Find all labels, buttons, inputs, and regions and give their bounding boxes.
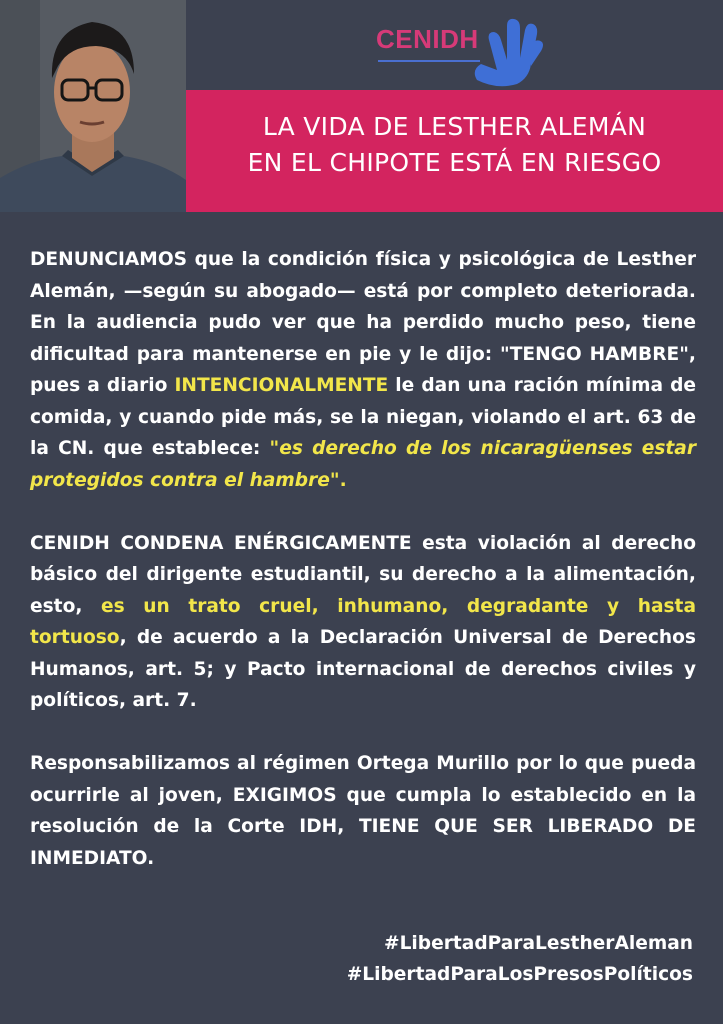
- title-line-1: LA VIDA DE LESTHER ALEMÁN: [262, 112, 647, 141]
- hand-icon: [467, 10, 547, 94]
- hashtag-lesther: #LibertadParaLestherAleman: [384, 933, 693, 954]
- paragraph1-text1: que la condición física y psicológica de Lesther Alemán, —según su abogado— está por completo deteriorada. En la audiencia pudo ver que ha perdido mucho peso, tiene dificultad para mantenerse en pie y le dijo: "TENGO HAMBRE", pues a diario: [30, 249, 696, 396]
- paragraph1-text2: le dan una ración mínima de comida, y cuando pide más, se la niegan, violando el art. 63 de la CN. que establece:: [30, 375, 697, 459]
- portrait-photo: [0, 0, 186, 212]
- paragraph-denunciation: [30, 244, 696, 496]
- hashtags: [347, 928, 693, 990]
- paragraph-condemnation: [30, 528, 696, 717]
- highlight-quote: "es derecho de los nicaragüenses estar protegidos contra el hambre": [30, 438, 697, 491]
- hashtag-presos: #LibertadParaLosPresosPolíticos: [346, 964, 693, 985]
- highlight-intencionalmente: INTENCIONALMENTE: [174, 375, 389, 396]
- title-banner: [186, 90, 723, 212]
- paragraph2-text2: , de acuerdo a la Declaración Universal de Derechos Humanos, art. 5; y Pacto internacional de derechos civiles y políticos, art. 7.: [30, 627, 696, 711]
- logo-text: CENIDH: [376, 24, 479, 54]
- paragraph1-end: .: [339, 469, 347, 491]
- title-line-2: EN EL CHIPOTE ESTÁ EN RIESGO: [247, 148, 662, 177]
- highlight-cruel-treatment: es un trato cruel, inhumano, degradante y hasta tortuoso: [30, 595, 696, 648]
- cenidh-logo: [372, 10, 552, 90]
- lead-word: DENUNCIAMOS: [30, 249, 188, 270]
- logo-underline: [378, 60, 480, 62]
- statement-body: [30, 244, 696, 906]
- paragraph-demand: [30, 748, 696, 874]
- paragraph2-text1: CENIDH CONDENA ENÉRGICAMENTE esta violación al derecho básico del dirigente estudiantil, su derecho a la alimentación, esto,: [30, 532, 696, 617]
- paragraph3-text: Responsabilizamos al régimen Ortega Murillo por lo que pueda ocurrirle al joven, EXIGIMOS que cumpla lo establecido en la resolución de la Corte IDH, TIENE QUE SER LIBERADO DE INMEDIATO.: [30, 753, 696, 869]
